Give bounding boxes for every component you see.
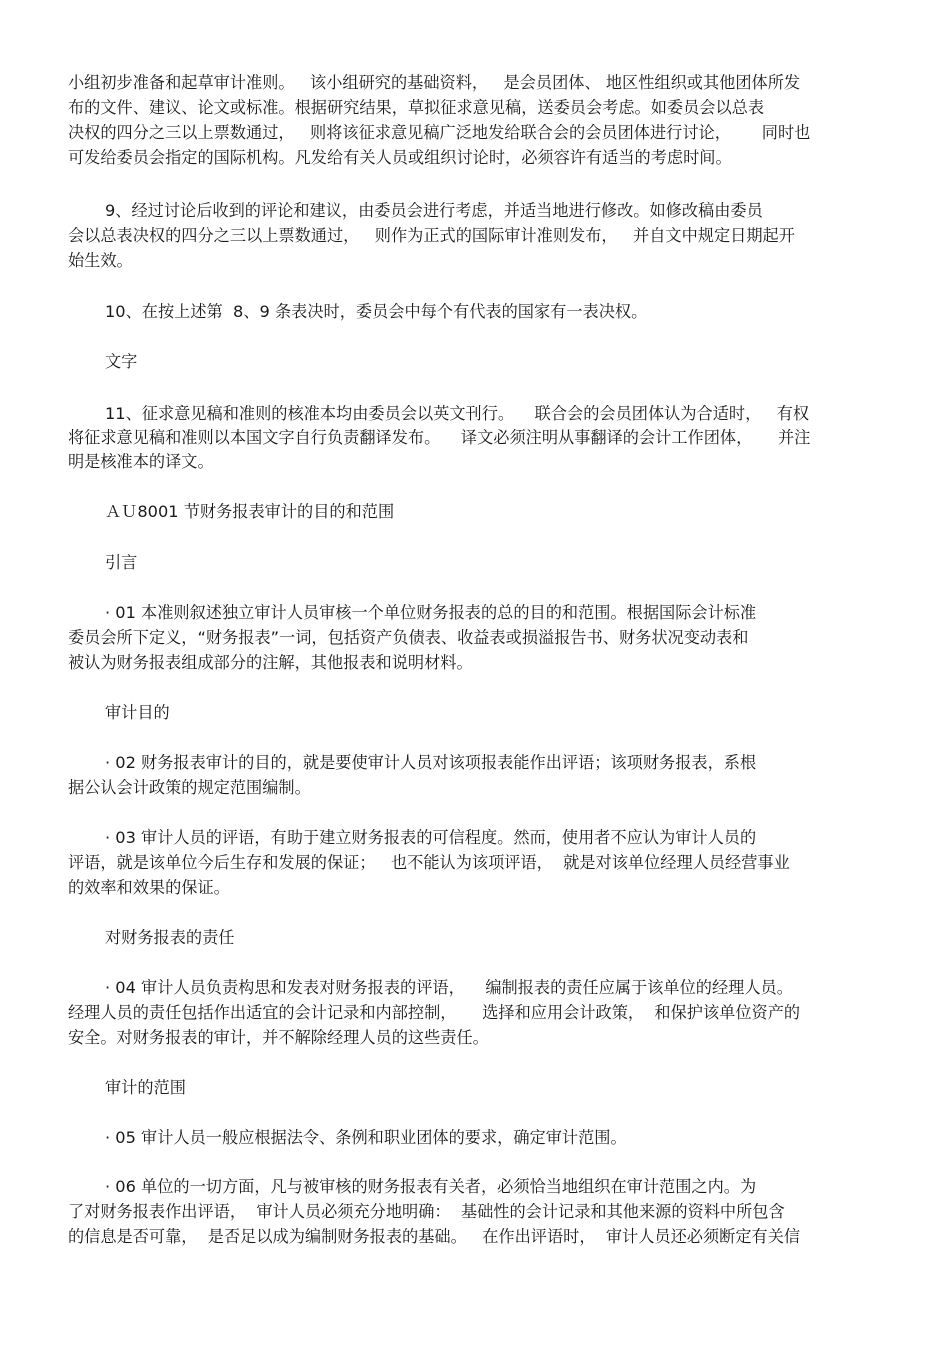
text-line: 委员会所下定义，“财务报表”一词，包括资产负债表、收益表或损溢报告书、财务状况变动表和 xyxy=(68,628,749,647)
text-line: 了对财务报表作出评语， 审计人员必须充分地明确： 基础性的会计记录和其他来源的资料中所包含 xyxy=(68,1202,785,1221)
text-line: 经理人员的责任包括作出适宜的会计记录和内部控制， 选择和应用会计政策， 和保护该单位资产的 xyxy=(68,1003,801,1022)
text-line: 10、在按上述第 8、9 条表决时，委员会中每个有代表的国家有一表决权。 xyxy=(105,302,648,321)
text-line: · 02 财务报表审计的目的，就是要使审计人员对该项报表能作出评语；该项财务报表，系根 xyxy=(105,753,757,772)
text-line: 据公认会计政策的规定范围编制。 xyxy=(68,778,311,797)
text-line: · 01 本准则叙述独立审计人员审核一个单位财务报表的总的目的和范围。根据国际会计标准 xyxy=(105,603,757,622)
section-heading: 引言 xyxy=(105,553,138,572)
text-line: 安全。对财务报表的审计，并不解除经理人员的这些责任。 xyxy=(68,1028,489,1047)
text-line: 明是核准本的译文。 xyxy=(68,452,214,471)
section-heading: 对财务报表的责任 xyxy=(105,928,235,947)
text-line: 的信息是否可靠， 是否足以成为编制财务报表的基础。 在作出评语时， 审计人员还必须断定有关信 xyxy=(68,1227,801,1246)
text-line: 始生效。 xyxy=(68,251,133,270)
text-line: 可发给委员会指定的国际机构。凡发给有关人员或组织讨论时，必须容许有适当的考虑时间。 xyxy=(68,148,732,167)
text-line: 布的文件、建议、论文或标准。根据研究结果，草拟征求意见稿，送委员会考虑。如委员会以总表 xyxy=(68,98,765,117)
text-line: 会以总表决权的四分之三以上票数通过， 则作为正式的国际审计准则发布， 并自文中规定日期起开 xyxy=(68,226,795,245)
text-line: 11、征求意见稿和准则的核准本均由委员会以英文刊行。 联合会的会员团体认为合适时， 有权 xyxy=(105,404,810,423)
text-line: · 05 审计人员一般应根据法令、条例和职业团体的要求，确定审计范围。 xyxy=(105,1128,627,1147)
text-line: 被认为财务报表组成部分的注解，其他报表和说明材料。 xyxy=(68,653,473,672)
text-line: · 06 单位的一切方面，凡与被审核的财务报表有关者，必须恰当地组织在审计范围之内。为 xyxy=(105,1177,757,1196)
section-heading: ＡＵ8001 节财务报表审计的目的和范围 xyxy=(105,502,395,521)
text-line: · 03 审计人员的评语，有助于建立财务报表的可信程度。然而，使用者不应认为审计人员的 xyxy=(105,828,757,847)
section-heading: 审计的范围 xyxy=(105,1078,186,1097)
text-line: 的效率和效果的保证。 xyxy=(68,878,230,897)
text-line: · 04 审计人员负责构思和发表对财务报表的评语， 编制报表的责任应属于该单位的经理人员。 xyxy=(105,978,793,997)
text-line: 将征求意见稿和准则以本国文字自行负责翻译发布。 译文必须注明从事翻译的会计工作团体， 并注 xyxy=(68,428,811,447)
section-heading: 文字 xyxy=(105,352,138,371)
text-line: 9、经过讨论后收到的评论和建议，由委员会进行考虑，并适当地进行修改。如修改稿由委员 xyxy=(105,201,763,220)
text-line: 评语，就是该单位今后生存和发展的保证； 也不能认为该项评语， 就是对该单位经理人员经营事业 xyxy=(68,853,790,872)
section-heading: 审计目的 xyxy=(105,703,170,722)
text-line: 小组初步准备和起草审计准则。 该小组研究的基础资料， 是会员团体、 地区性组织或其他团体所发 xyxy=(68,73,801,92)
text-line: 决权的四分之三以上票数通过， 则将该征求意见稿广泛地发给联合会的会员团体进行讨论， 同时也 xyxy=(68,123,811,142)
